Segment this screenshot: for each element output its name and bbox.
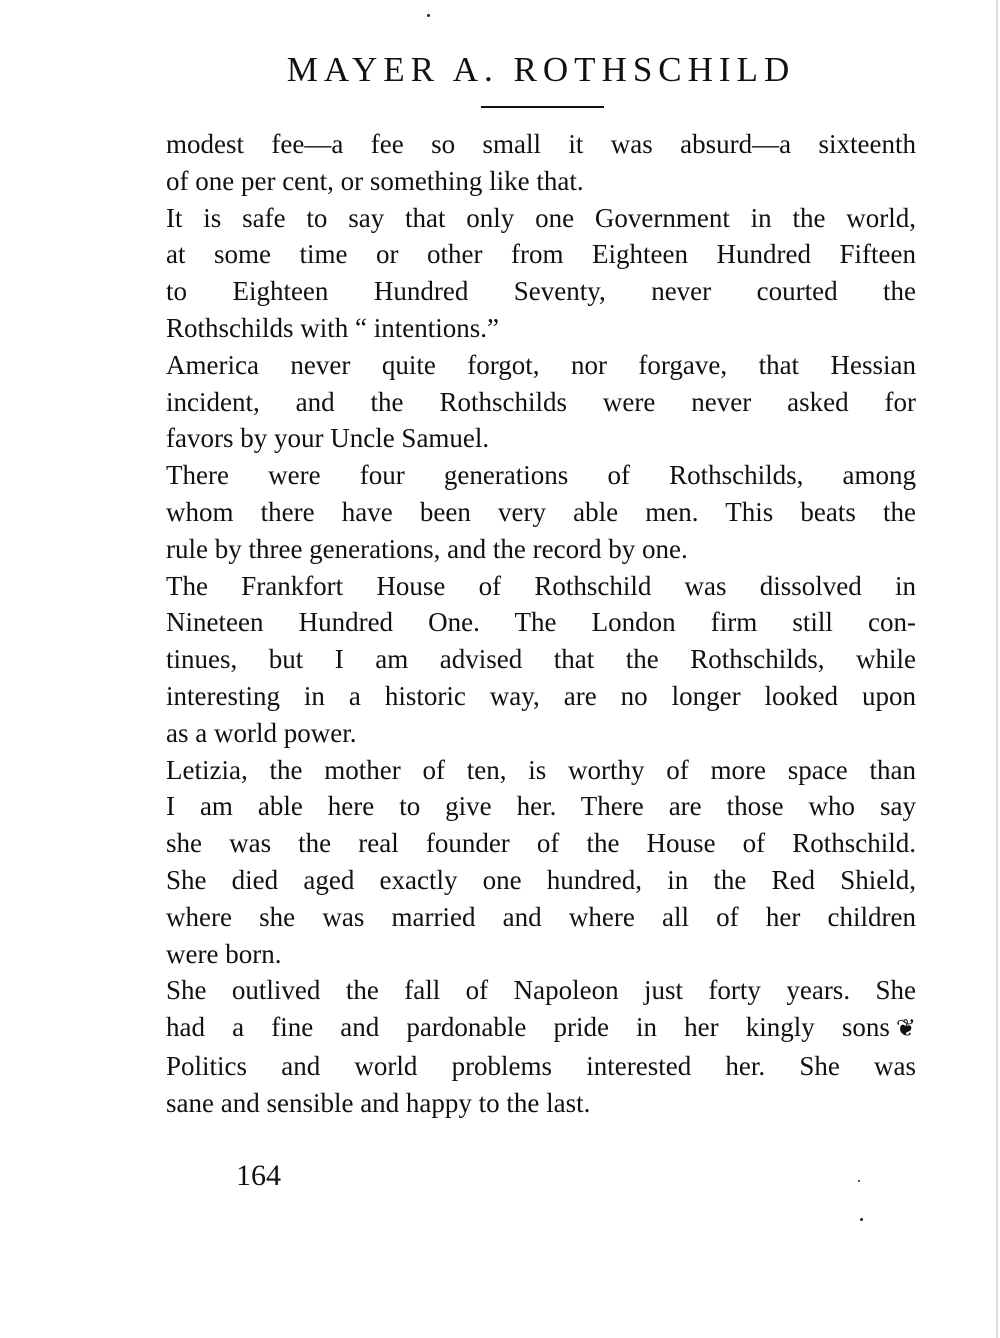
text-line: to Eighteen Hundred Seventy, never courted the — [166, 276, 916, 307]
paragraph — [166, 200, 916, 347]
head-rule — [481, 106, 604, 108]
paragraph — [166, 752, 916, 973]
paragraph — [166, 568, 916, 752]
print-speck — [427, 14, 430, 17]
text-line: rule by three generations, and the record by one. — [166, 533, 688, 564]
text-line: interesting in a historic way, are no longer looked upon — [166, 680, 916, 711]
text-line: sane and sensible and happy to the last. — [166, 1087, 591, 1118]
paragraph — [166, 972, 916, 1121]
print-speck — [860, 1218, 863, 1221]
text-line: incident, and the Rothschilds were never asked for — [166, 386, 916, 417]
print-speck — [858, 1180, 860, 1182]
text-line: America never quite forgot, nor forgave, that Hessian — [166, 349, 916, 380]
running-head: MAYER A. ROTHSCHILD — [286, 50, 796, 89]
text-line: modest fee—a fee so small it was absurd—a sixteenth — [166, 129, 916, 159]
text-line: She died aged exactly one hundred, in the Red Shield, — [166, 864, 916, 895]
text-line: whom there have been very able men. This beats the — [166, 496, 916, 527]
text-line-with-fleuron — [166, 1009, 916, 1048]
paragraph — [166, 457, 916, 567]
text-line: It is safe to say that only one Government in the world, — [166, 202, 916, 233]
text-line: where she was married and where all of her children — [166, 901, 916, 932]
text-line: were born. — [166, 938, 282, 969]
text-line: tinues, but I am advised that the Rothschilds, while — [166, 644, 916, 675]
text-line: Rothschilds with “ intentions.” — [166, 312, 499, 343]
text-line: She outlived the fall of Napoleon just forty years. She — [166, 975, 916, 1006]
page-number: 164 — [236, 1159, 281, 1192]
text-line: at some time or other from Eighteen Hundred Fifteen — [166, 239, 916, 270]
text-line: Politics and world problems interested her. She was — [166, 1050, 916, 1081]
text-line: Letizia, the mother of ten, is worthy of more space than — [166, 754, 916, 785]
text-line: I am able here to give her. There are those who say — [166, 791, 916, 822]
text-line: favors by your Uncle Samuel. — [166, 423, 490, 454]
text-line: The Frankfort House of Rothschild was dissolved in — [166, 570, 916, 601]
text-line: of one per cent, or something like that. — [166, 165, 584, 196]
text-line: Nineteen Hundred One. The London firm still con- — [166, 607, 916, 638]
page-edge — [996, 0, 998, 1338]
fleuron-ornament-icon: ❦ — [895, 1016, 916, 1043]
body-text — [166, 126, 916, 1122]
paragraph — [166, 347, 916, 457]
text-line: she was the real founder of the House of Rothschild. — [166, 828, 916, 859]
text-line: as a world power. — [166, 717, 357, 748]
text-line: There were four generations of Rothschilds, among — [166, 460, 916, 491]
text-line: had a fine and pardonable pride in her kingly sons — [166, 1012, 890, 1043]
paragraph — [166, 126, 916, 200]
